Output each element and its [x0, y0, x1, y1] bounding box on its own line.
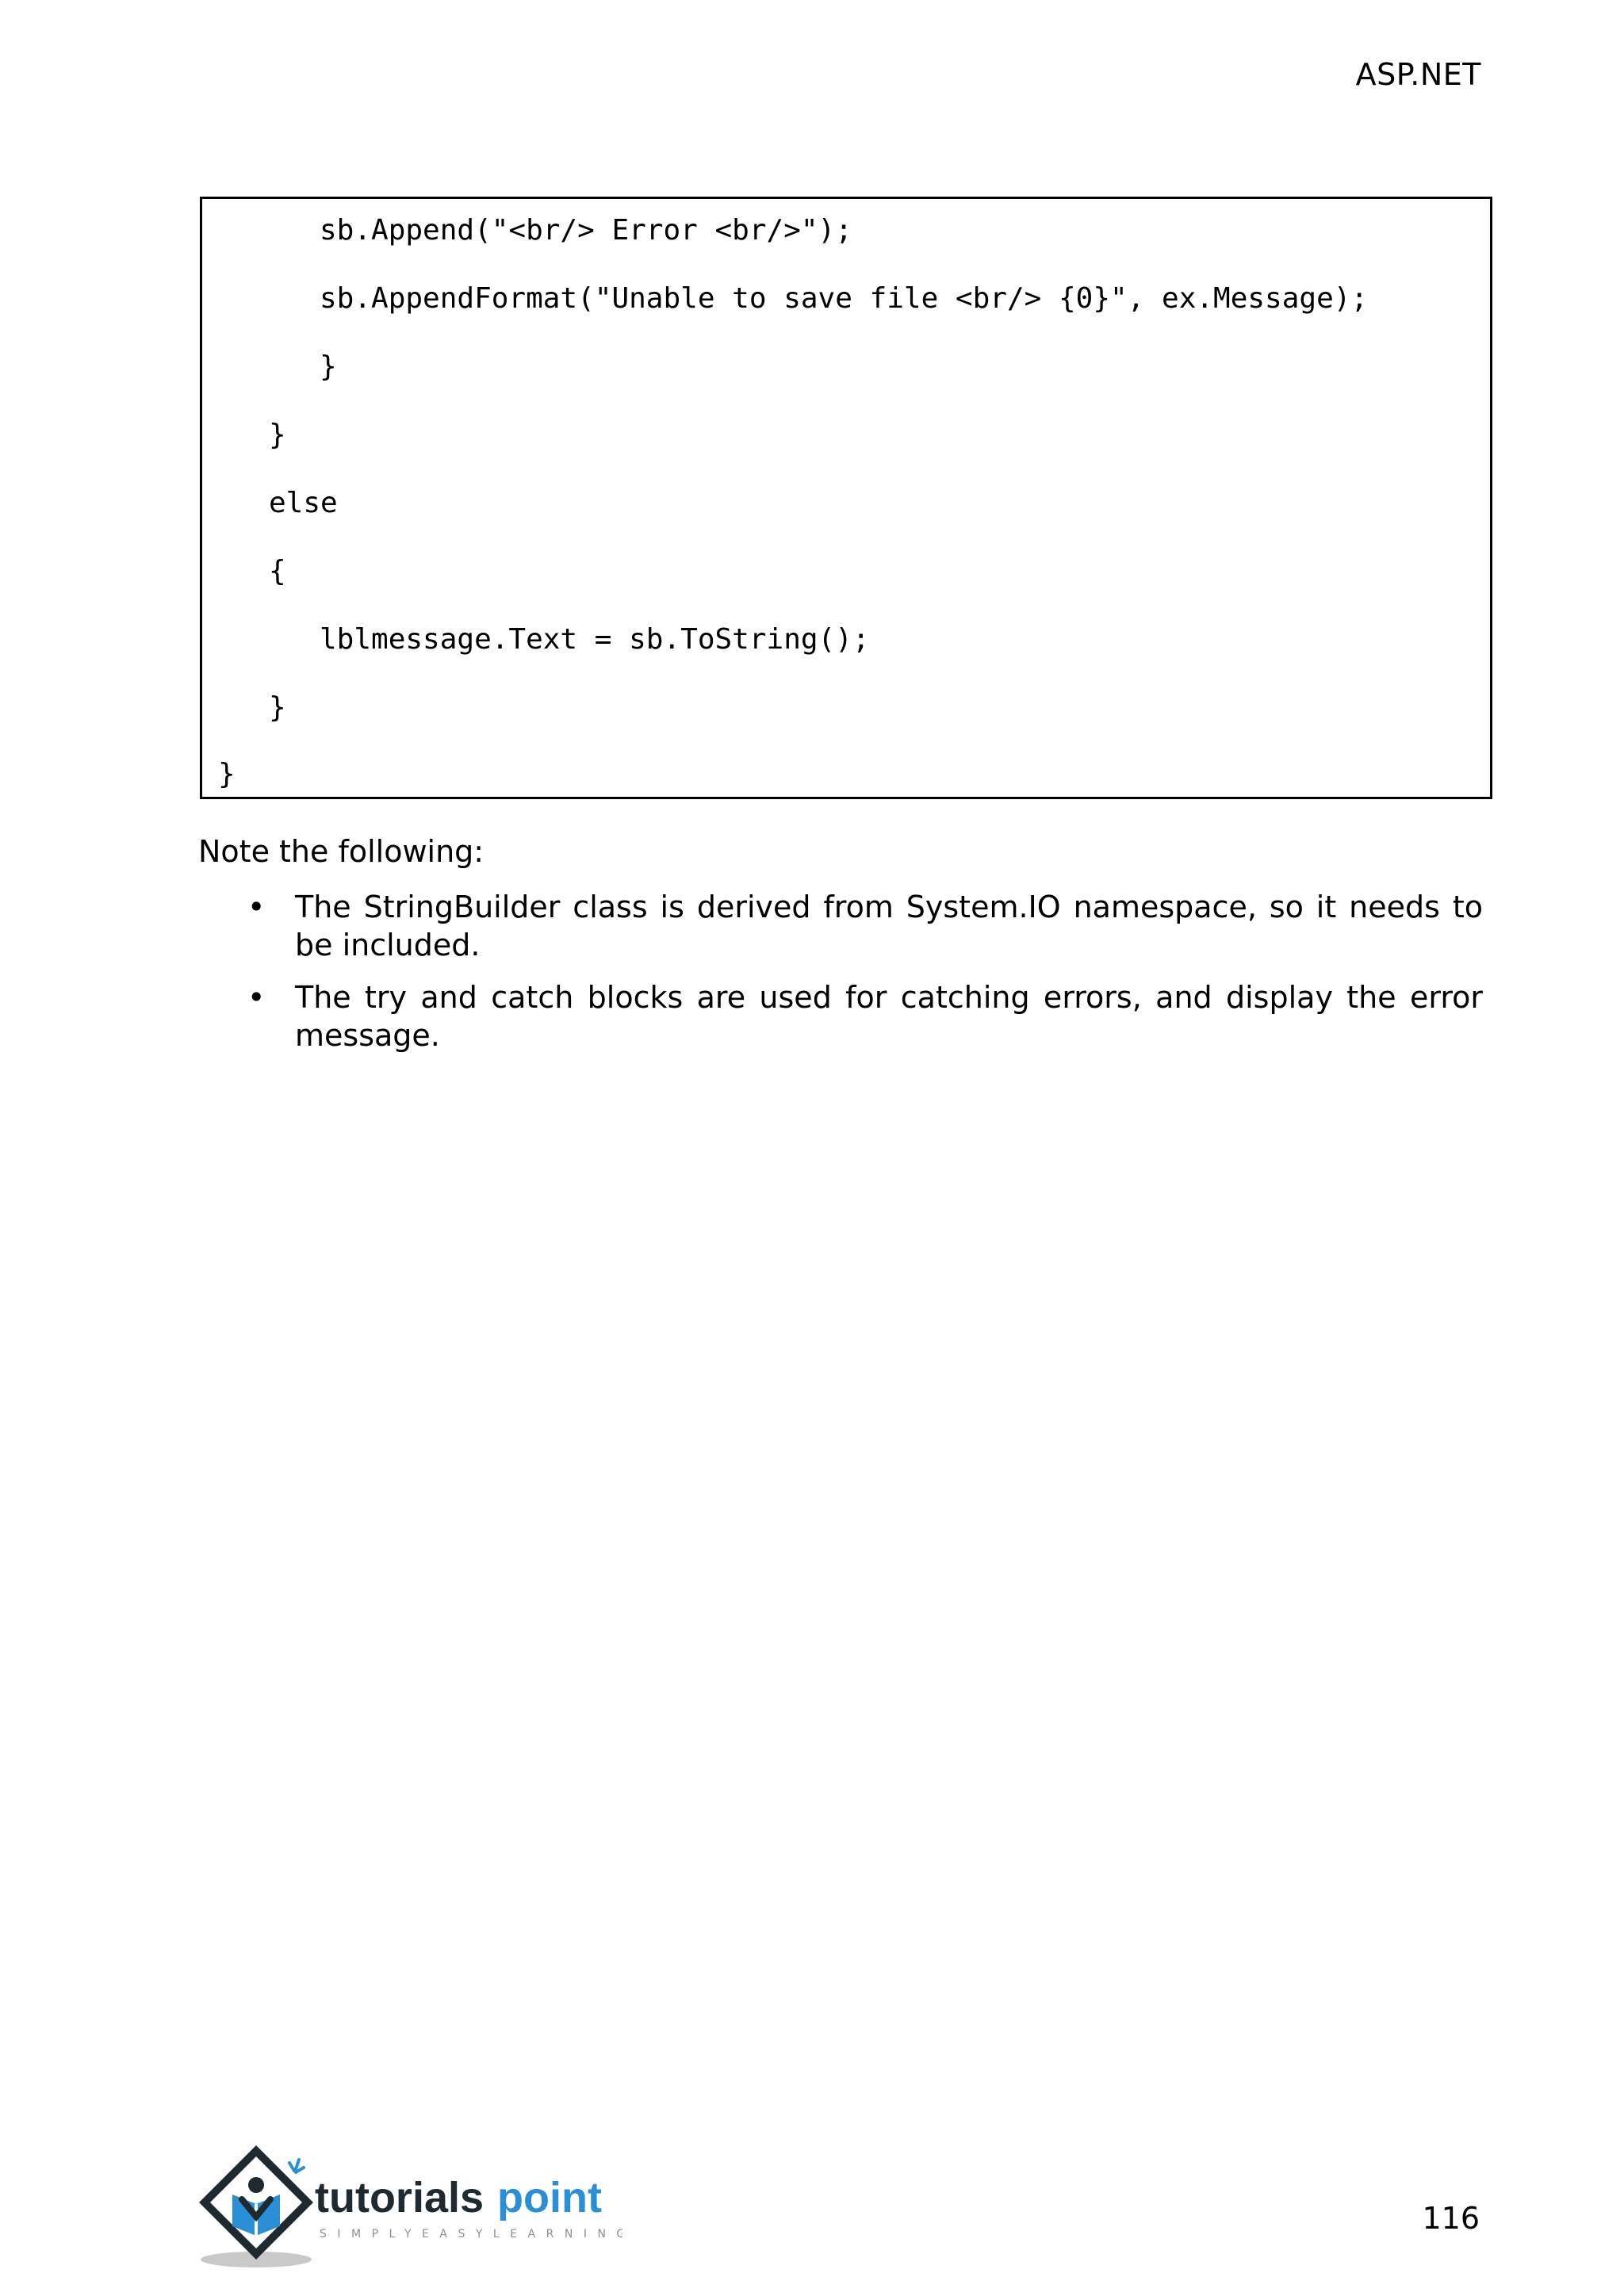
code-line: }	[218, 758, 236, 790]
list-item-text: The StringBuilder class is derived from System.IO namespace, so it needs to be included.	[295, 890, 1483, 962]
header-title: ASP.NET	[1355, 57, 1481, 92]
page-number: 116	[1422, 2201, 1480, 2236]
tutorialspoint-book-icon	[194, 2141, 622, 2275]
notes-list	[198, 888, 1483, 1054]
list-item	[198, 888, 1483, 964]
list-item	[198, 978, 1483, 1054]
logo-name-part2: point	[497, 2174, 602, 2221]
logo-name-part1: tutorials	[315, 2174, 485, 2221]
logo-tagline: SIMPLYEASYLEARNING	[320, 2228, 622, 2241]
notes-section	[198, 832, 1483, 1069]
list-item-text: The try and catch blocks are used for catching errors, and display the error message.	[295, 980, 1483, 1053]
code-block	[200, 197, 1492, 799]
tutorialspoint-logo	[194, 2141, 622, 2275]
bullet-icon: •	[247, 890, 266, 924]
code-line: }	[269, 419, 286, 451]
bullet-icon: •	[247, 980, 266, 1015]
code-line: }	[320, 350, 337, 383]
code-line: {	[269, 555, 286, 587]
code-line: sb.AppendFormat("Unable to save file <br/> {0}", ex.Message);	[320, 282, 1369, 315]
code-line: lblmessage.Text = sb.ToString();	[320, 623, 870, 656]
code-line: else	[269, 487, 338, 519]
code-line: sb.Append("<br/> Error <br/>");	[320, 214, 852, 247]
notes-intro: Note the following:	[198, 834, 485, 869]
code-line: }	[269, 691, 286, 724]
